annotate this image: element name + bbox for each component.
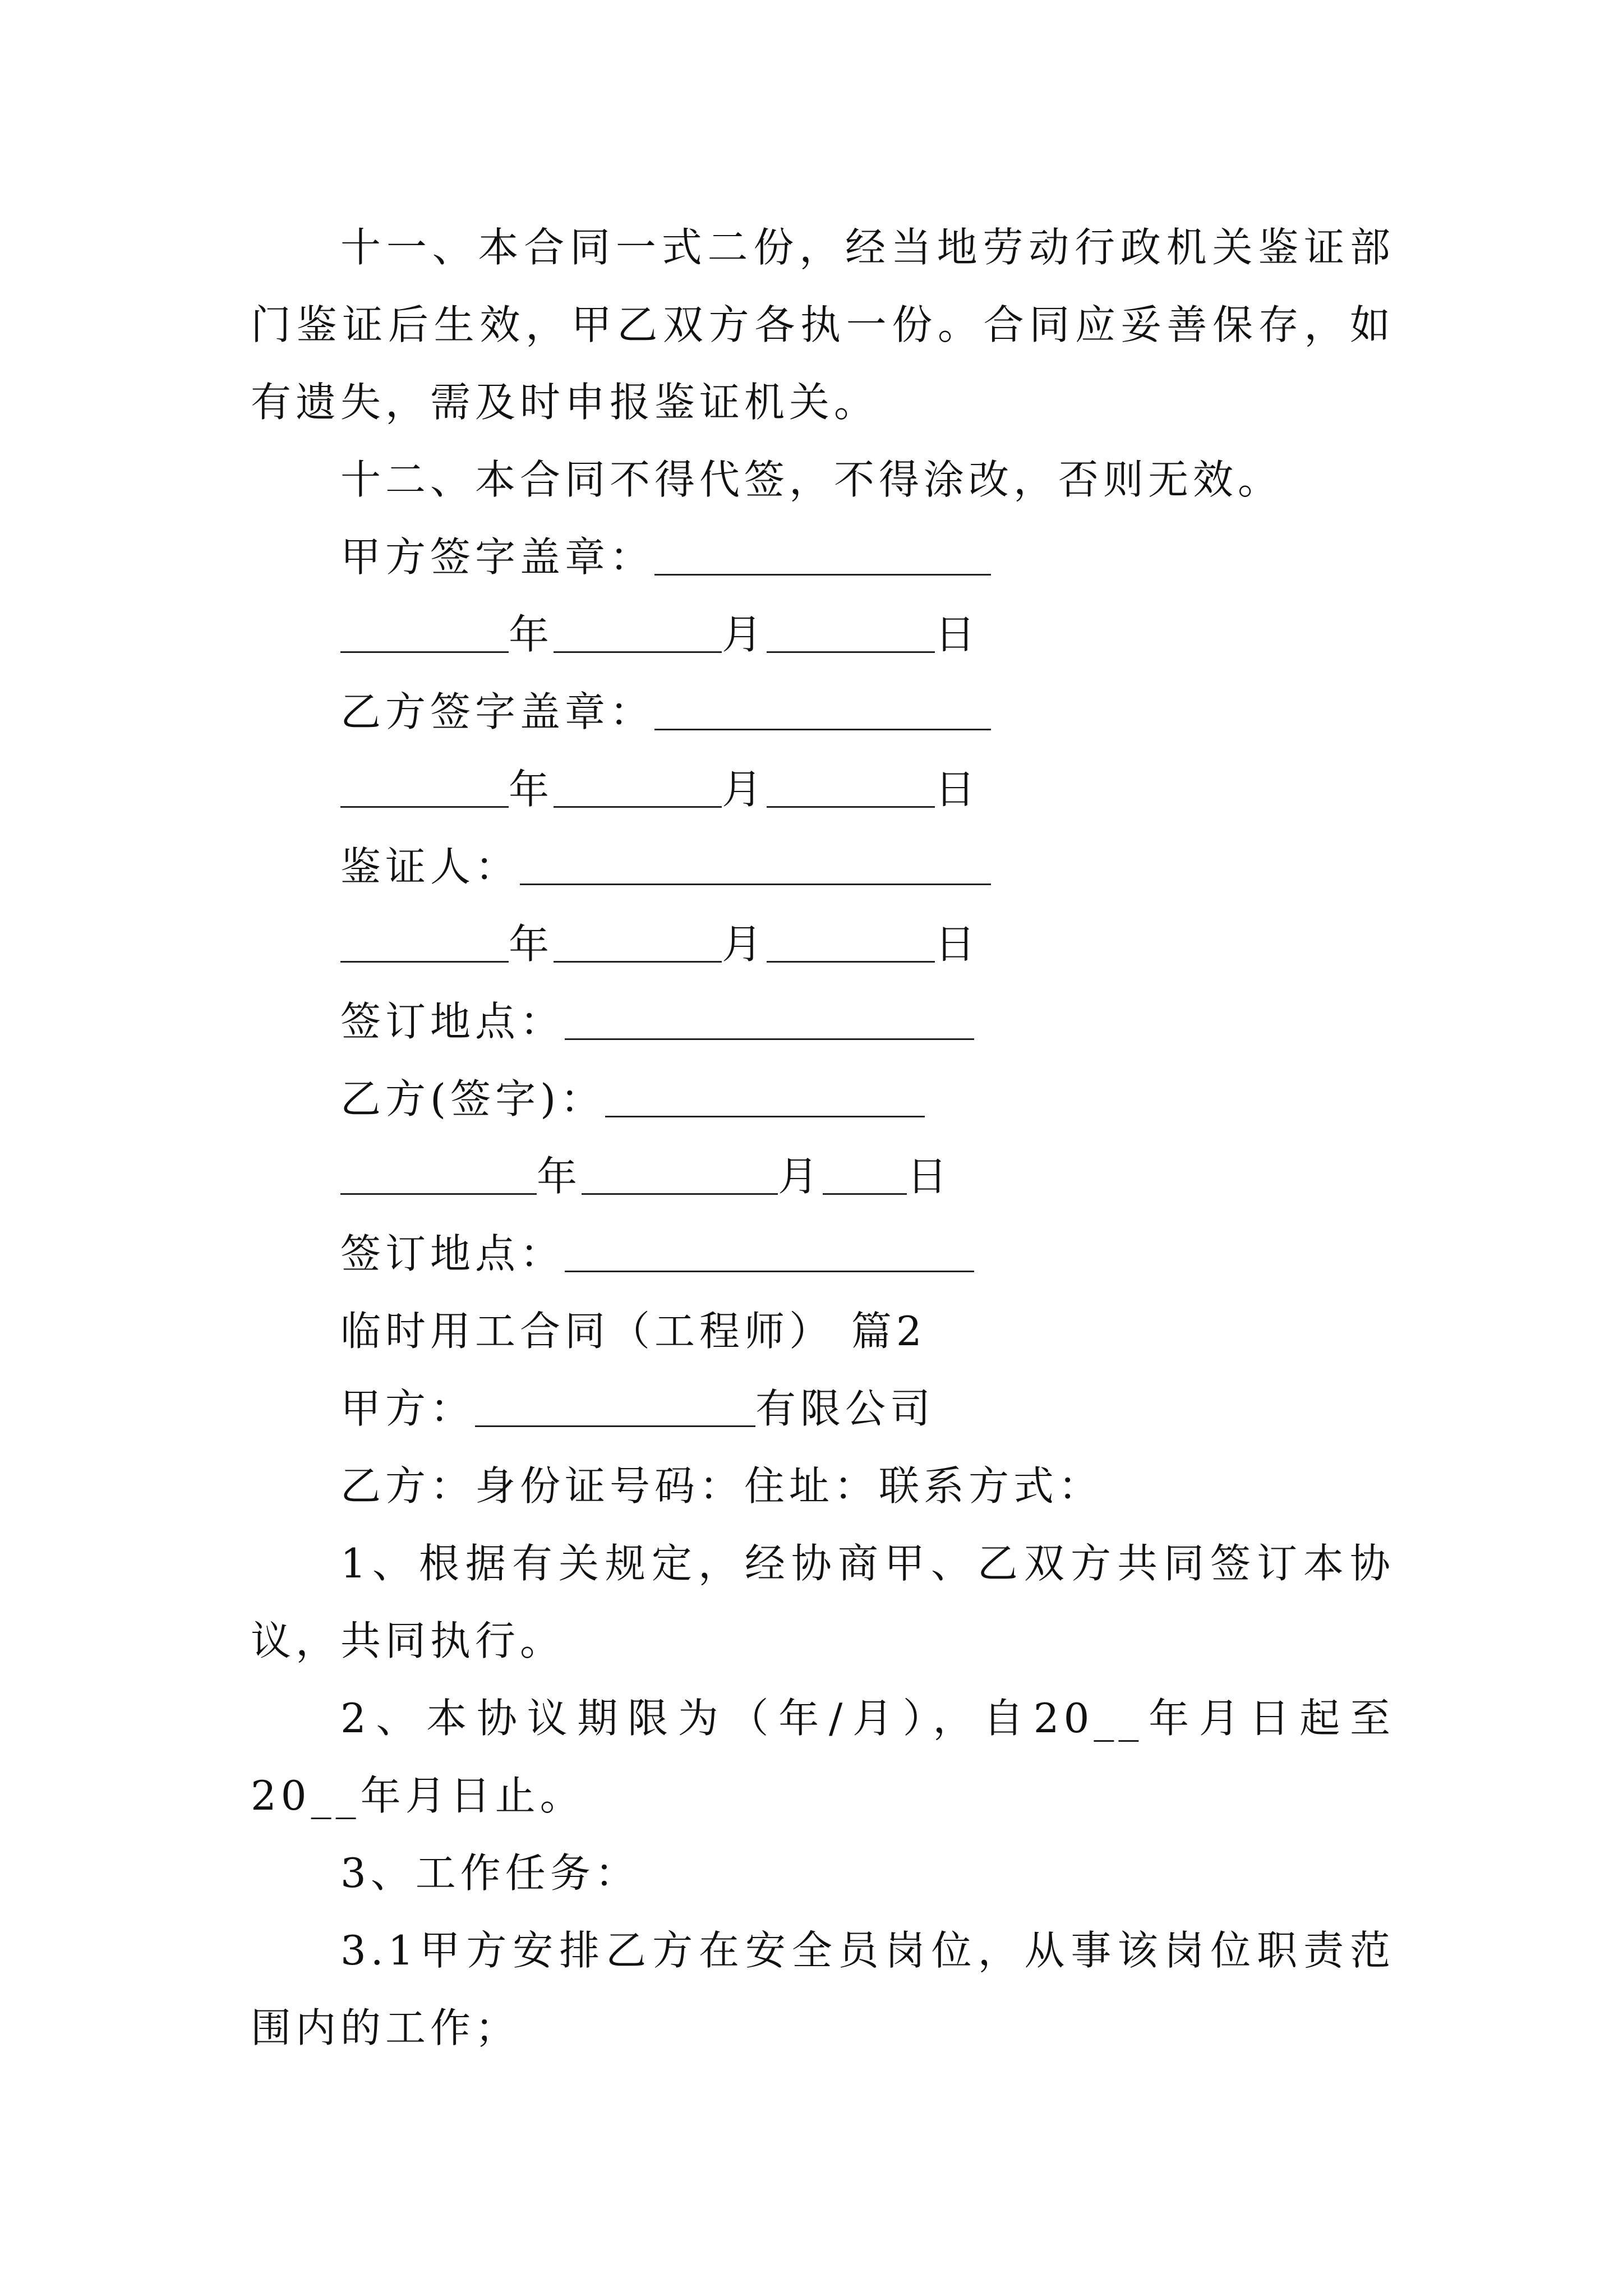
item-3-1: 3.1甲方安排乙方在安全员岗位，从事该岗位职责范围内的工作； bbox=[251, 1927, 1395, 2051]
party-a-prefix: 甲方： bbox=[340, 1385, 476, 1432]
month-blank bbox=[554, 612, 722, 653]
party-b-signature-label: 乙方签字盖章： bbox=[340, 688, 655, 735]
year-blank bbox=[340, 612, 509, 653]
party-b-date-line bbox=[251, 751, 1395, 828]
party-b-signature-line bbox=[251, 673, 1395, 751]
day-blank bbox=[767, 767, 935, 808]
day-blank bbox=[767, 612, 935, 653]
signing-place-label-2: 签订地点： bbox=[340, 1230, 565, 1277]
document-body bbox=[251, 209, 1395, 2067]
party-a-company-line bbox=[251, 1370, 1395, 1447]
signing-place-line-2 bbox=[251, 1215, 1395, 1292]
day-label: 日 bbox=[935, 921, 980, 968]
party-b-sign-date-line bbox=[251, 1138, 1395, 1215]
year-blank bbox=[340, 1154, 537, 1195]
party-a-date-line bbox=[251, 596, 1395, 673]
witness-label: 鉴证人： bbox=[340, 843, 520, 890]
day-blank bbox=[767, 922, 935, 963]
year-blank bbox=[340, 922, 509, 963]
item-1: 1、根据有关规定，经协商甲、乙双方共同签订本协议，共同执行。 bbox=[251, 1540, 1395, 1664]
witness-blank bbox=[520, 844, 991, 885]
item-2: 2、本协议期限为（年/月），自20__年月日起至20__年月日止。 bbox=[251, 1695, 1395, 1819]
year-label: 年 bbox=[537, 1153, 582, 1200]
month-blank bbox=[582, 1154, 778, 1195]
day-label: 日 bbox=[935, 611, 980, 658]
month-blank bbox=[554, 767, 722, 808]
party-b-sign-line bbox=[251, 1060, 1395, 1138]
witness-line bbox=[251, 828, 1395, 905]
clause-11: 十一、本合同一式二份，经当地劳动行政机关鉴证部门鉴证后生效，甲乙双方各执一份。合同应妥善保存，如有遗失，需及时申报鉴证机关。 bbox=[251, 224, 1395, 426]
day-label: 日 bbox=[907, 1153, 952, 1200]
day-blank bbox=[823, 1154, 907, 1195]
month-blank bbox=[554, 922, 722, 963]
party-a-signature-label: 甲方签字盖章： bbox=[340, 533, 655, 581]
month-label: 月 bbox=[722, 766, 767, 813]
year-label: 年 bbox=[509, 766, 554, 813]
party-b-sign-blank bbox=[605, 1076, 925, 1117]
signing-place-label: 签订地点： bbox=[340, 998, 565, 1045]
item-3: 3、工作任务： bbox=[340, 1849, 640, 1897]
party-a-suffix: 有限公司 bbox=[755, 1385, 935, 1432]
month-label: 月 bbox=[722, 921, 767, 968]
signing-place-line bbox=[251, 983, 1395, 1060]
year-blank bbox=[340, 767, 509, 808]
party-a-signature-blank bbox=[654, 535, 991, 576]
party-b-signature-blank bbox=[654, 689, 991, 730]
day-label: 日 bbox=[935, 766, 980, 813]
signing-place-blank-2 bbox=[565, 1231, 974, 1272]
party-a-signature-line bbox=[251, 518, 1395, 596]
year-label: 年 bbox=[509, 921, 554, 968]
party-b-sign-label: 乙方(签字)： bbox=[340, 1075, 606, 1122]
signing-place-blank bbox=[565, 999, 974, 1040]
party-b-info-line: 乙方：身份证号码：住址：联系方式： bbox=[340, 1462, 1104, 1510]
year-label: 年 bbox=[509, 611, 554, 658]
month-label: 月 bbox=[778, 1153, 823, 1200]
clause-12: 十二、本合同不得代签，不得涂改，否则无效。 bbox=[340, 456, 1283, 503]
witness-date-line bbox=[251, 905, 1395, 983]
party-a-company-blank bbox=[475, 1386, 755, 1427]
month-label: 月 bbox=[722, 611, 767, 658]
section-2-title: 临时用工合同（工程师） 篇2 bbox=[340, 1308, 926, 1355]
